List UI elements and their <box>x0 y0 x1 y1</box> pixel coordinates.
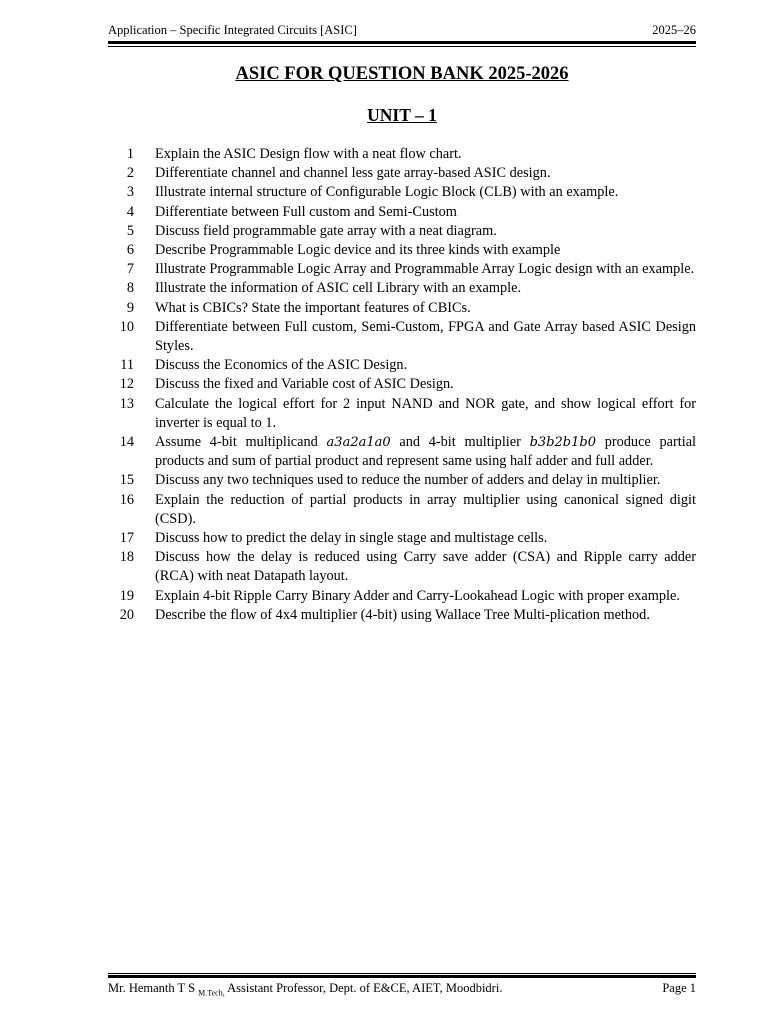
author-credit <box>108 981 502 997</box>
question-text-part: and 4-bit multiplier <box>390 434 530 451</box>
question-number: 2 <box>126 165 134 182</box>
question-item <box>108 491 696 529</box>
academic-year: 2025–26 <box>652 23 696 37</box>
question-text: Illustrate the information of ASIC cell Library with an example. <box>155 280 522 297</box>
question-text: Illustrate Programmable Logic Array and Programmable Array Logic design with an example. <box>155 261 695 278</box>
page-number: Page 1 <box>662 981 696 995</box>
question-number: 11 <box>120 357 134 374</box>
question-item <box>108 260 696 279</box>
unit-heading: UNIT – 1 <box>367 105 437 125</box>
question-text: Discuss how the delay is reduced using Carry save adder (CSA) and Ripple carry adder (RCA) with neat Datapath layout. <box>155 549 696 585</box>
question-number: 4 <box>126 203 134 220</box>
header-divider <box>108 41 696 44</box>
page-footer <box>108 981 696 997</box>
question-number: 7 <box>126 261 134 278</box>
question-number: 3 <box>126 184 134 201</box>
question-number: 10 <box>119 318 134 335</box>
question-item <box>108 529 696 548</box>
author-name: Mr. Hemanth T S <box>108 981 196 995</box>
question-number: 17 <box>119 530 134 547</box>
multiplier-expression: b3b2b1b0 <box>529 435 596 451</box>
question-item <box>108 395 696 433</box>
question-text: What is CBICs? State the important features of CBICs. <box>155 299 471 316</box>
question-item <box>108 222 696 241</box>
question-number: 6 <box>126 242 134 259</box>
question-number: 12 <box>119 376 134 393</box>
question-item <box>108 433 696 471</box>
question-number: 16 <box>119 491 134 508</box>
question-text: Discuss any two techniques used to reduce the number of adders and delay in multiplier. <box>155 472 661 489</box>
question-text <box>155 433 696 471</box>
question-item <box>108 548 696 586</box>
question-text-part: Assume 4-bit multiplicand <box>155 434 327 451</box>
question-item <box>108 375 696 394</box>
question-item <box>108 241 696 260</box>
question-text: Discuss field programmable gate array with a neat diagram. <box>155 222 497 239</box>
question-number: 15 <box>119 472 134 489</box>
author-affiliation: Assistant Professor, Dept. of E&CE, AIET, Moodbidri. <box>227 981 503 995</box>
footer-divider-thin <box>108 973 696 974</box>
question-item <box>108 279 696 298</box>
question-text: Illustrate internal structure of Configurable Logic Block (CLB) with an example. <box>155 184 619 201</box>
question-number: 9 <box>126 299 134 316</box>
question-list <box>108 145 696 625</box>
question-text: Differentiate between Full custom and Semi-Custom <box>155 203 457 220</box>
question-text: Calculate the logical effort for 2 input NAND and NOR gate, and show logical effort for inverter is equal to 1. <box>155 395 696 431</box>
author-qualification: M.Tech, <box>198 988 225 998</box>
question-item <box>108 471 696 490</box>
question-text: Discuss the fixed and Variable cost of ASIC Design. <box>155 376 454 393</box>
question-item <box>108 299 696 318</box>
question-text: Differentiate channel and channel less gate array-based ASIC design. <box>155 165 551 182</box>
question-item <box>108 203 696 222</box>
question-number: 5 <box>126 222 134 239</box>
question-number: 13 <box>119 395 134 412</box>
question-number: 8 <box>126 280 134 297</box>
question-item <box>108 587 696 606</box>
question-text: Discuss how to predict the delay in single stage and multistage cells. <box>155 530 548 547</box>
page-header <box>108 22 696 38</box>
question-item <box>108 164 696 183</box>
question-number: 20 <box>119 606 134 623</box>
question-text: Explain the reduction of partial products in array multiplier using canonical signed digit (CSD). <box>155 491 696 527</box>
question-text: Discuss the Economics of the ASIC Design. <box>155 357 408 374</box>
document-title: ASIC FOR QUESTION BANK 2025-2026 <box>235 64 569 84</box>
question-number: 18 <box>119 549 134 566</box>
question-item <box>108 318 696 356</box>
question-text: Describe Programmable Logic device and its three kinds with example <box>155 242 561 259</box>
question-number: 1 <box>126 146 134 162</box>
question-text-part: produce partial products and sum of partial product and represent same using half adder and full adder. <box>155 434 697 470</box>
question-text: Describe the flow of 4x4 multiplier (4-bit) using Wallace Tree Multi-plication method. <box>155 606 650 623</box>
question-item <box>108 606 696 625</box>
question-item <box>108 183 696 202</box>
multiplicand-expression: a3a2a1a0 <box>326 435 391 451</box>
question-item <box>108 145 696 164</box>
question-item <box>108 356 696 375</box>
question-number: 14 <box>119 434 134 451</box>
course-title: Application – Specific Integrated Circuits [ASIC] <box>108 23 357 37</box>
header-divider-thin <box>108 46 696 47</box>
question-text: Differentiate between Full custom, Semi-Custom, FPGA and Gate Array based ASIC Design Styles. <box>155 318 696 355</box>
question-number: 19 <box>119 587 134 604</box>
footer-divider <box>108 975 696 978</box>
question-text: Explain the ASIC Design flow with a neat flow chart. <box>155 146 462 162</box>
question-text: Explain 4-bit Ripple Carry Binary Adder and Carry-Lookahead Logic with proper example. <box>155 587 680 604</box>
